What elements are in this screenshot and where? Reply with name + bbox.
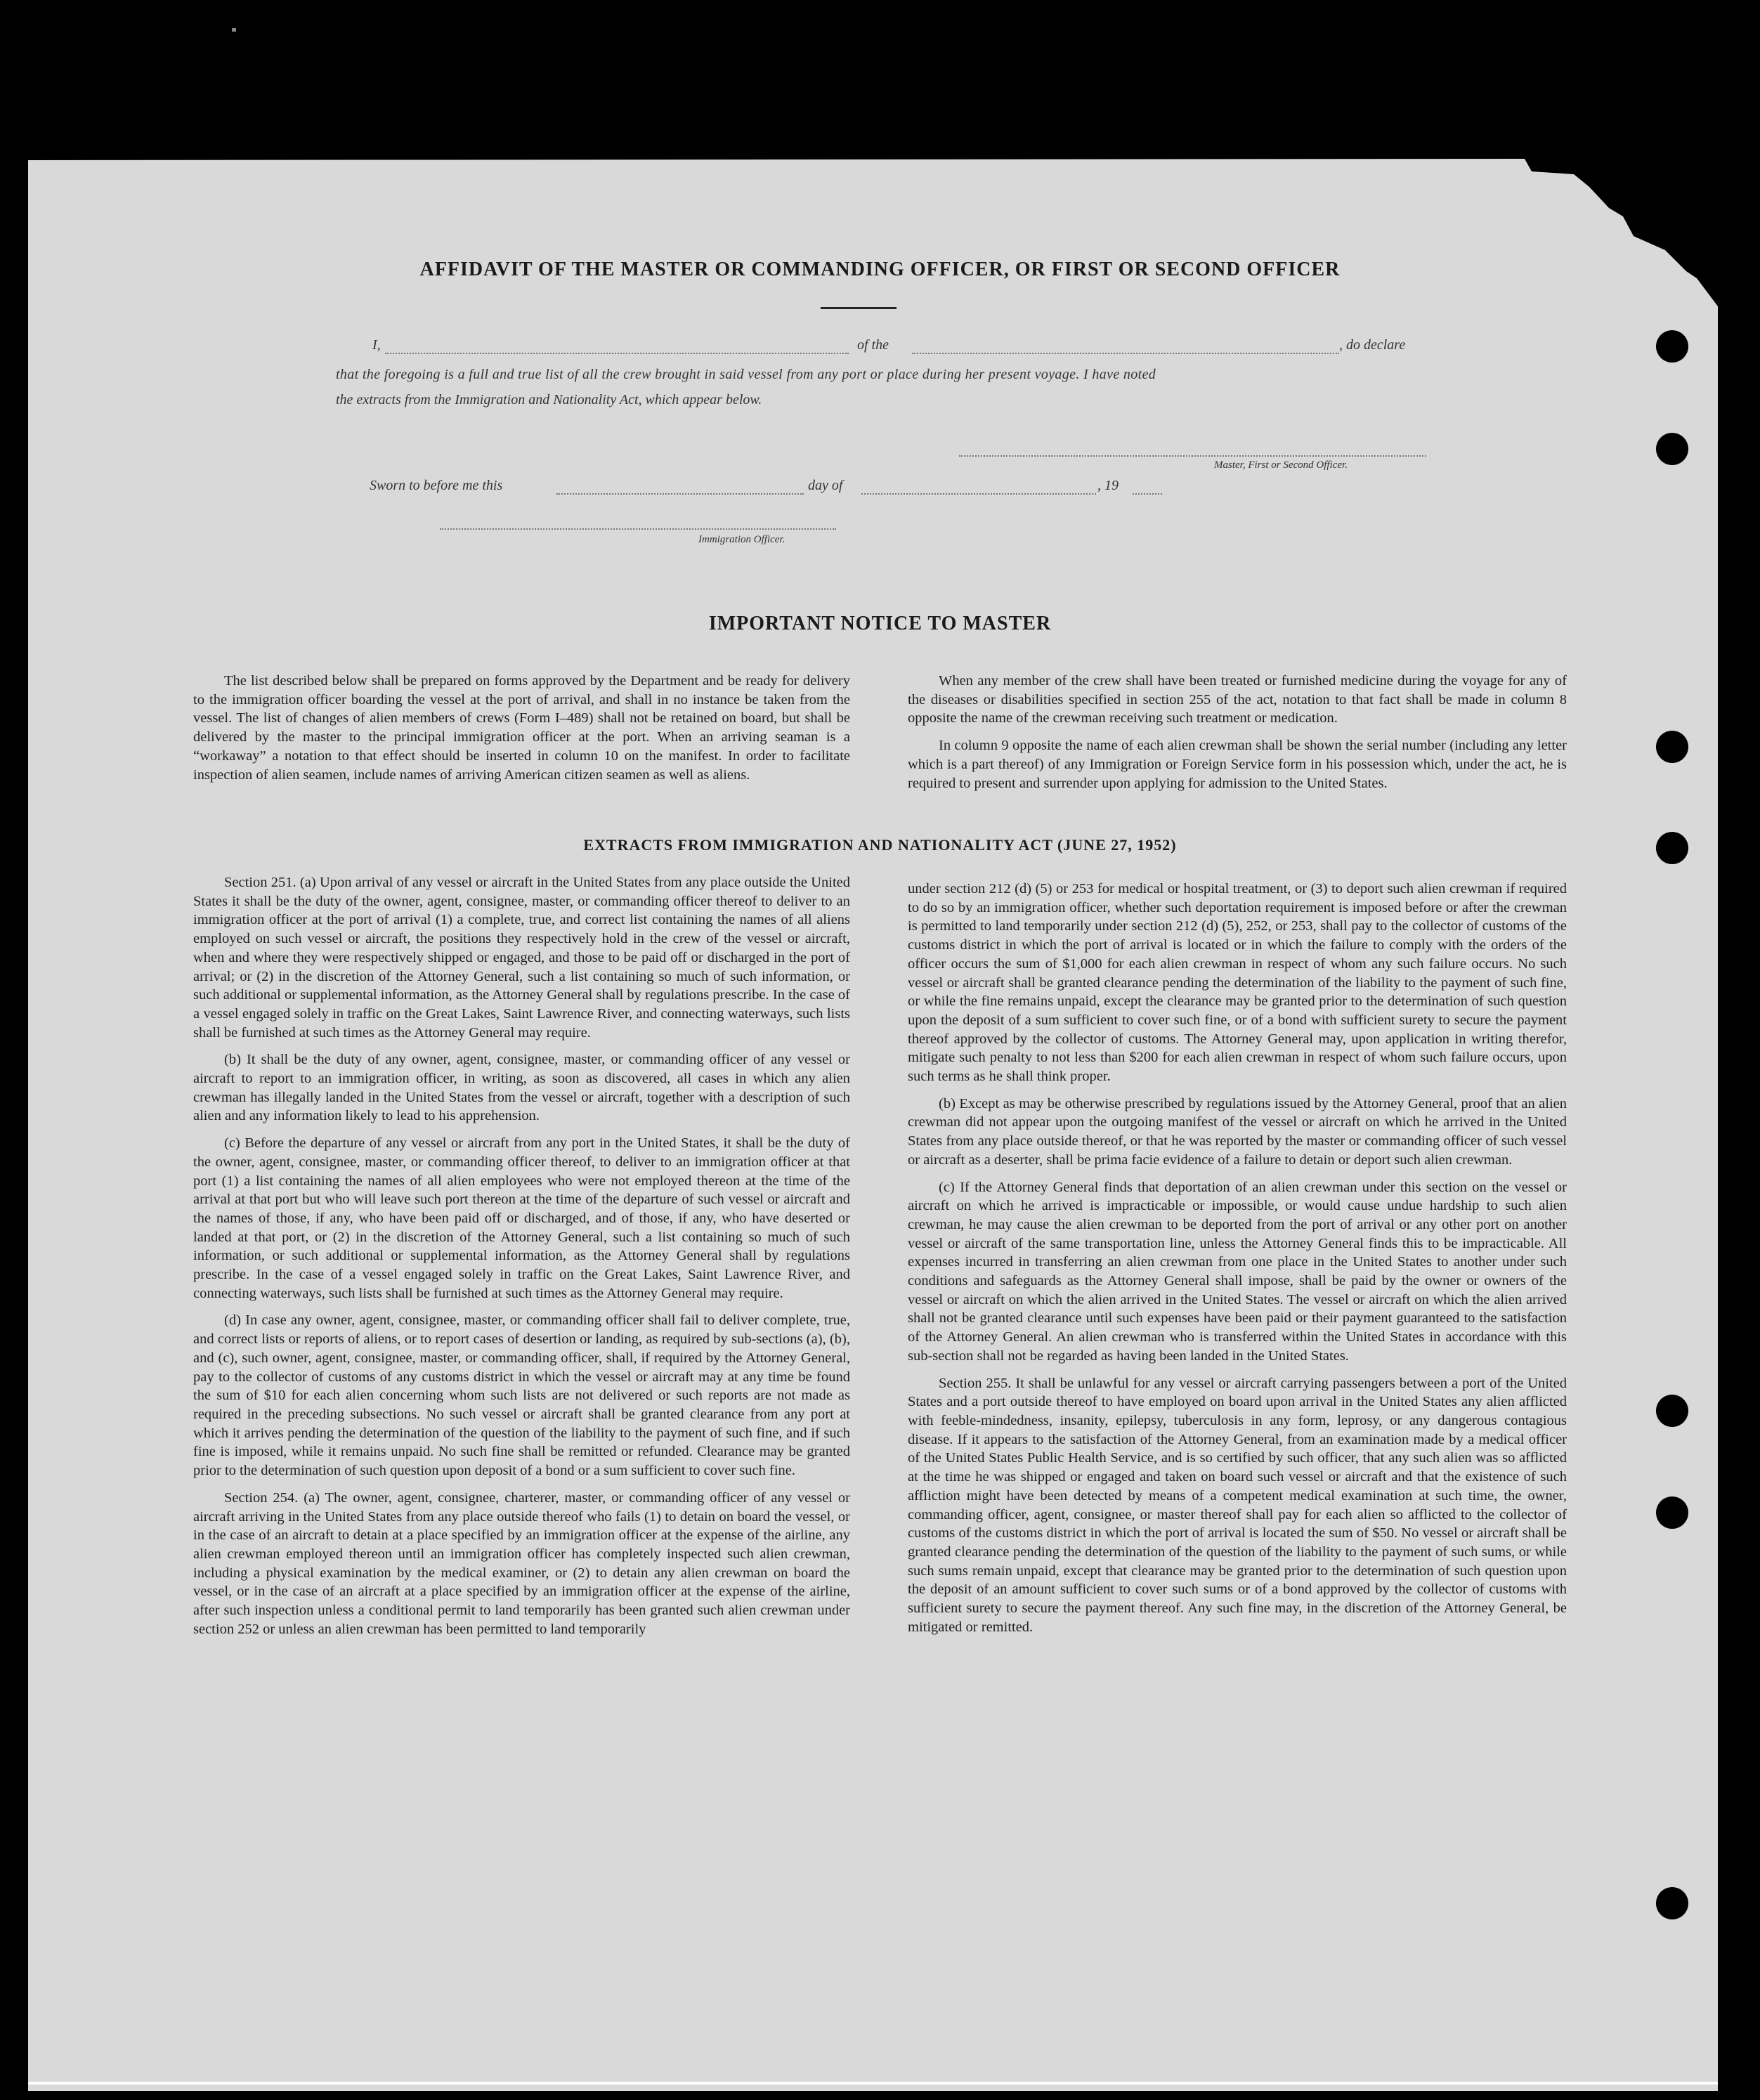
sworn-day-line[interactable] [556, 493, 804, 495]
extracts-left-column [193, 873, 850, 1647]
punch-hole-1 [1656, 330, 1688, 363]
extracts-right-column [908, 880, 1567, 1645]
notice-title: IMPORTANT NOTICE TO MASTER [708, 613, 1052, 634]
extract-paragraph: (d) In case any owner, agent, consignee, master, or commanding officer shall fail to deliver complete, true, and correct lists or reports of aliens, or to report cases of desertion or landing, as required by sub-sections (a), (b), and (c), such owner, agent, consignee, master, or commanding officer, shall, if required by the Attorney General, pay to the collector of customs of any customs district in which the vessel or aircraft may at any time be found the sum of $10 for each alien concerning whom such lists are not delivered or such reports are not made as required in the preceding subsections. No such vessel or aircraft shall be granted clearance from any port at which it arrives pending the determination of the question of the liability to the payment of such fine, and if such fine is imposed, while it remains unpaid. No such fine shall be remitted or refunded. Clearance may be granted prior to the determination of such question upon deposit of a bond or a sum sufficient to cover such fine. [193, 1312, 850, 1479]
scan-speck [232, 28, 236, 32]
scan-bottom-edge [28, 2082, 1718, 2085]
year-label: , 19 [1097, 478, 1119, 493]
notice-paragraph: The list described below shall be prepared on forms approved by the Department and be ready for delivery to the immigration officer boarding the vessel at the port of arrival, and shall in no instance be taken from the vessel. The list of changes of alien members of crews (Form I–489) shall not be retained on board, but shall be delivered by the master to the principal immigration officer at the port. When an arriving seaman is a “workaway” a notation to that effect should be inserted in column 10 on the manifest. In order to facilitate inspection of alien seamen, include names of arriving American citizen seamen as well as aliens. [193, 673, 850, 783]
extract-paragraph: Section 255. It shall be unlawful for any vessel or aircraft carrying passengers between a port of the United States and a port outside thereof to have employed on board upon arrival in the United States any alien afflicted with feeble-mindedness, insanity, epilepsy, tuberculosis in any form, leprosy, or any dangerous contagious disease. If it appears to the satisfaction of the Attorney General, from an examination made by a medical officer of the United States Public Health Service, and is so certified by such officer, that any such alien was so afflicted at the time he was shipped or engaged and taken on board such vessel or aircraft and that the existence of such affliction might have been detected by means of a competent medical examination at such time, the owner, commanding officer, agent, consignee, or master thereof shall pay for each alien so afflicted to the collector of customs of the customs district in which the port of arrival is located the sum of $50. No vessel or aircraft shall be granted clearance pending the determination of the question of the liability to the payment of such sums, or while such sums remain unpaid, except that clearance may be granted prior to the determination of such question upon the deposit of an amount sufficient to cover such sums or of a bond approved by the collector of customs with sufficient surety to secure the payment thereof. Any such fine may, in the discretion of the Attorney General, be mitigated or remitted. [908, 1375, 1567, 1635]
affidavit-statement-cont: the extracts from the Immigration and Nationality Act, which appear below. [336, 392, 762, 407]
affidavit-statement: that the foregoing is a full and true list of all the crew brought in said vessel from any port or place during her present voyage. I have noted [336, 367, 1156, 382]
title-rule [821, 307, 897, 309]
extracts-title: EXTRACTS FROM IMMIGRATION AND NATIONALITY ACT (JUNE 27, 1952) [583, 836, 1177, 854]
vessel-label: of the [857, 337, 889, 353]
master-signature-caption: Master, First or Second Officer. [1214, 459, 1348, 471]
declarant-label: I, [372, 337, 381, 353]
extract-paragraph: (b) Except as may be otherwise prescribed by regulations issued by the Attorney General, proof that an alien crewman did not appear upon the outgoing manifest of the vessel or aircraft on which he arrived in the United States from any place outside thereof, or that he was reported by the master or commanding officer of such vessel or aircraft as a deserter, shall be prima facie evidence of a failure to detain or deport such alien crewman. [908, 1095, 1567, 1168]
punch-hole-6 [1656, 1496, 1688, 1529]
punch-hole-4 [1656, 832, 1688, 864]
master-signature-line[interactable] [959, 455, 1426, 457]
affidavit-title: AFFIDAVIT OF THE MASTER OR COMMANDING OFFICER, OR FIRST OR SECOND OFFICER [419, 259, 1341, 280]
declare-label: , do declare [1339, 337, 1406, 353]
punch-hole-2 [1656, 433, 1688, 465]
extract-paragraph: (c) Before the departure of any vessel or aircraft from any port in the United States, it shall be the duty of the owner, agent, consignee, master, or commanding officer thereof, to deliver to an immigration officer at that port (1) a list containing the names of all alien employees who were not employed thereon at the time of the arrival at that port but who will leave such port thereon at the time of the departure of such vessel or aircraft and the names of those, if any, who have been paid off or discharged, and of those, if any, who have deserted or landed at that port, or (2) in the discretion of the Attorney General, such a list containing so much of such information, or such additional or supplemental information, as the Attorney General shall by regulations prescribe. In the case of a vessel engaged solely in traffic on the Great Lakes, Saint Lawrence River, and connecting waterways, such lists shall be furnished at such times as the Attorney General may require. [193, 1135, 850, 1301]
sworn-year-line[interactable] [1133, 493, 1162, 495]
punch-hole-3 [1656, 731, 1688, 763]
notice-paragraph: When any member of the crew shall have been treated or furnished medicine during the voyage for any of the diseases or disabilities specified in section 255 of the act, notation to that fact shall be made in column 8 opposite the name of the crewman receiving such treatment or medication. [908, 673, 1567, 726]
sworn-month-line[interactable] [861, 493, 1096, 495]
extract-paragraph: (c) If the Attorney General finds that deportation of an alien crewman under this section on the vessel or aircraft on which he arrived is impracticable or impossible, or would cause undue hardship to such alien crewman, he may cause the alien crewman to be deported from the port of arrival or any other port on another vessel or aircraft of the same transportation line, unless the Attorney General finds this to be impracticable. All expenses incurred in transferring an alien crewman from one place in the United States to another under such conditions and safeguards as the Attorney General shall impose, shall be paid by the owner or owners of the vessel or aircraft on which the alien arrived in the United States. The vessel or aircraft on which the alien arrived shall not be granted clearance until such expenses have been paid or their payment guaranteed to the satisfaction of the Attorney General. An alien crewman who is transferred within the United States in accordance with this sub-section shall not be regarded as having been landed in the United States. [908, 1179, 1567, 1364]
vessel-name-line[interactable] [912, 353, 1339, 354]
day-of-label: day of [808, 478, 843, 493]
extract-paragraph: Section 254. (a) The owner, agent, consignee, charterer, master, or commanding officer of any vessel or aircraft arriving in the United States from any place outside thereof who fails (1) to detain on board the vessel, or in the case of an aircraft to detain at a place specified by an immigration officer at the expense of the airline, any alien crewman employed thereon until an immigration officer has completely inspected such alien crewman, including a physical examination by the medical examiner, or (2) to detain any alien crewman on board the vessel, or in the case of an aircraft at a place specified by an immigration officer at the expense of the airline, after such inspection unless a conditional permit to land temporarily has been granted such alien crewman under section 252 or unless an alien crewman has been permitted to land temporarily [193, 1489, 850, 1637]
notice-paragraph: In column 9 opposite the name of each alien crewman shall be shown the serial number (including any letter which is a part thereof) of any Immigration or Foreign Service form in his possession which, under the act, he is required to present and surrender upon applying for admission to the United States. [908, 738, 1567, 791]
punch-hole-5 [1656, 1395, 1688, 1427]
declarant-name-line[interactable] [385, 353, 849, 354]
sworn-label: Sworn to before me this [370, 478, 503, 493]
punch-hole-7 [1656, 1887, 1688, 1919]
officer-signature-line[interactable] [440, 528, 836, 530]
notice-right-column [908, 672, 1567, 801]
notice-left-column [193, 672, 850, 793]
extract-paragraph: (b) It shall be the duty of any owner, agent, consignee, master, or commanding officer of any vessel or aircraft to report to an immigration officer, in writing, as soon as discovered, all cases in which any alien crewman has illegally landed in the United States from the vessel or aircraft, together with a description of such alien and any information likely to lead to his apprehension. [193, 1052, 850, 1124]
extract-paragraph: under section 212 (d) (5) or 253 for medical or hospital treatment, or (3) to deport such alien crewman if required to do so by an immigration officer, whether such deportation requirement is imposed before or after the crewman is permitted to land temporarily under section 212 (d) (5), 252, or 253, shall pay to the collector of customs of the customs district in which the port of arrival is located or in which the failure to comply with the orders of the officer occurs the sum of $1,000 for each alien crewman in respect of whom any such failure occurs. No such vessel or aircraft shall be granted clearance pending the determination of the liability to the payment of such fine, or while the fine remains unpaid, except the clearance may be granted prior to the determination of such question upon the deposit of a sum sufficient to cover such fine, or of a bond with sufficient surety to secure the payment thereof approved by the collector of customs. The Attorney General may, upon application in writing therefor, mitigate such penalty to not less than $200 for each alien crewman in respect of whom such failure occurs, upon such terms as he shall think proper. [908, 881, 1567, 1085]
officer-signature-caption: Immigration Officer. [698, 534, 786, 545]
extract-paragraph: Section 251. (a) Upon arrival of any vessel or aircraft in the United States from any place outside the United States it shall be the duty of the owner, agent, consignee, master, or commanding officer thereof to deliver to an immigration officer at the port of arrival (1) a complete, true, and correct list containing the names of all aliens employed on such vessel or aircraft, the positions they respectively hold in the crew of the vessel or aircraft, when and where they were respectively shipped or engaged, and those to be paid off or discharged in the port of arrival; or (2) in the discretion of the Attorney General, such a list containing so much of such information, or such additional or supplemental information, as the Attorney General shall by regulations prescribe. In the case of a vessel engaged solely in traffic on the Great Lakes, Saint Lawrence River, and connecting waterways, such lists shall be furnished at such times as the Attorney General may require. [193, 875, 850, 1041]
